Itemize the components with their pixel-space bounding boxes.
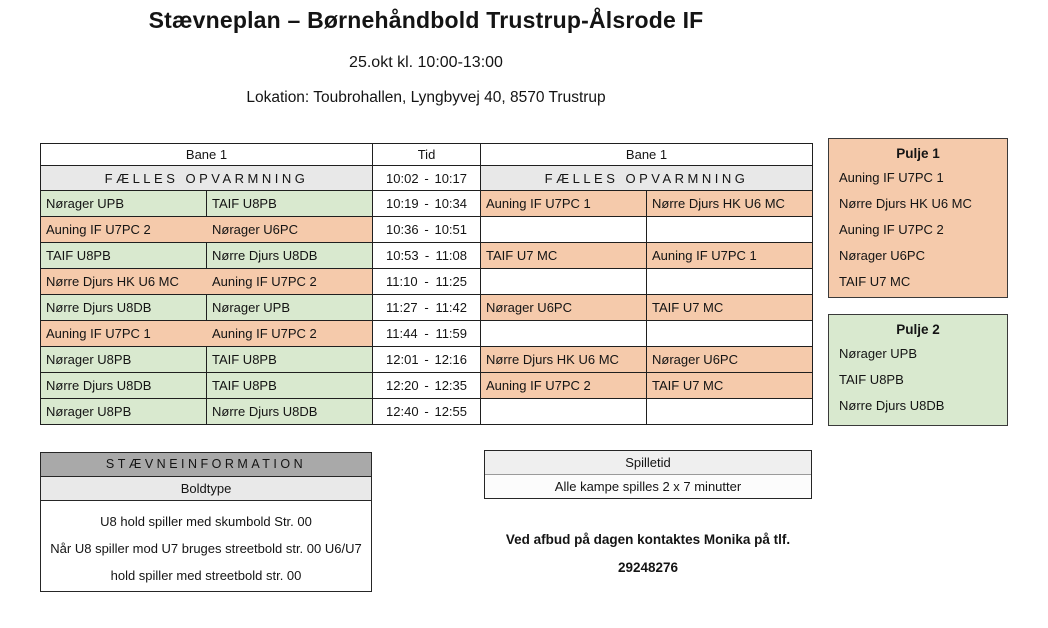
time-dash: - [424, 274, 429, 289]
column-header-tid: Tid [373, 144, 481, 166]
time-range [373, 248, 480, 263]
match-row [41, 191, 813, 217]
pulje-1-box [828, 138, 1008, 298]
column-header-bane-left: Bane 1 [41, 144, 373, 166]
time-start: 12:01 [386, 352, 419, 367]
time-range [373, 274, 480, 289]
team-list-item: Nørre Djurs HK U6 MC [839, 196, 972, 211]
info-line: Når U8 spiller mod U7 bruges streetbold str. 00 U6/U7 [50, 541, 362, 556]
time-end: 11:59 [435, 326, 468, 341]
team-cell [647, 217, 813, 243]
time-end: 11:42 [435, 300, 468, 315]
time-start: 10:02 [386, 170, 419, 186]
time-range [373, 352, 480, 367]
time-dash: - [424, 326, 429, 341]
time-start: 11:10 [386, 274, 418, 289]
team-cell [481, 217, 647, 243]
team-cell: Auning IF U7PC 2 [207, 269, 373, 295]
team-cell: Nørre Djurs HK U6 MC [41, 269, 207, 295]
time-cell [373, 166, 481, 191]
team-list-item: Nørager UPB [839, 346, 918, 361]
team-cell: Nørager UPB [207, 295, 373, 321]
time-end: 11:25 [435, 274, 468, 289]
team-cell: Auning IF U7PC 1 [41, 321, 207, 347]
time-start: 10:53 [386, 248, 419, 263]
info-box-header: STÆVNEINFORMATION [41, 453, 371, 477]
team-cell: Nørre Djurs HK U6 MC [481, 347, 647, 373]
time-cell [373, 347, 481, 373]
team-cell: TAIF U8PB [41, 243, 207, 269]
time-dash: - [424, 404, 429, 419]
time-end: 12:16 [434, 352, 468, 367]
team-cell: TAIF U8PB [207, 191, 373, 217]
time-dash: - [424, 248, 430, 263]
match-row [41, 373, 813, 399]
team-cell [647, 399, 813, 425]
time-cell [373, 399, 481, 425]
contact-note [484, 531, 812, 577]
team-cell: TAIF U7 MC [647, 295, 813, 321]
team-cell: Auning IF U7PC 2 [207, 321, 373, 347]
info-line: U8 hold spiller med skumbold Str. 00 [100, 514, 312, 529]
warmup-label-left: FÆLLES OPVARMNING [41, 166, 373, 191]
time-cell [373, 217, 481, 243]
team-list-item: Nørre Djurs U8DB [839, 398, 945, 413]
team-cell: Nørager U8PB [41, 347, 207, 373]
match-row [41, 321, 813, 347]
boldtype-body [41, 501, 371, 589]
contact-text: Ved afbud på dagen kontaktes Monika på tlf. [505, 532, 791, 547]
info-line: hold spiller med streetbold str. 00 [110, 568, 302, 583]
team-cell [481, 269, 647, 295]
team-cell: Nørager U6PC [207, 217, 373, 243]
time-end: 10:34 [434, 196, 468, 211]
warmup-label-right: FÆLLES OPVARMNING [481, 166, 813, 191]
time-start: 11:27 [386, 300, 418, 315]
team-cell: Nørre Djurs U8DB [41, 295, 207, 321]
team-list-item: Nørager U6PC [839, 248, 925, 263]
time-range [373, 196, 480, 211]
spilletid-header: Spilletid [485, 451, 811, 475]
time-start: 12:40 [386, 404, 419, 419]
staevneinformation-box [40, 452, 372, 592]
time-cell [373, 373, 481, 399]
team-cell: Auning IF U7PC 2 [41, 217, 207, 243]
team-cell: Auning IF U7PC 1 [647, 243, 813, 269]
time-range [373, 378, 480, 393]
team-cell [647, 269, 813, 295]
pulje-2-team-list [839, 341, 997, 419]
team-cell: TAIF U7 MC [481, 243, 647, 269]
team-list-item: Auning IF U7PC 1 [839, 170, 944, 185]
match-row [41, 243, 813, 269]
time-range [373, 326, 480, 341]
team-cell: Auning IF U7PC 1 [481, 191, 647, 217]
team-cell [647, 321, 813, 347]
event-datetime: 25.okt kl. 10:00-13:00 [349, 54, 503, 71]
time-cell [373, 191, 481, 217]
time-start: 10:36 [386, 222, 419, 237]
time-range [373, 300, 480, 315]
team-cell: Auning IF U7PC 2 [481, 373, 647, 399]
column-header-bane-right: Bane 1 [481, 144, 813, 166]
spilletid-box [484, 450, 812, 499]
time-range [373, 404, 480, 419]
time-cell [373, 295, 481, 321]
team-cell: Nørre Djurs U8DB [207, 243, 373, 269]
time-range [373, 222, 480, 237]
time-cell [373, 321, 481, 347]
pulje-1-team-list [839, 165, 997, 295]
team-cell: TAIF U8PB [207, 347, 373, 373]
schedule-header-row [41, 144, 813, 166]
pulje-2-box [828, 314, 1008, 426]
team-cell: Nørager UPB [41, 191, 207, 217]
time-dash: - [424, 170, 429, 186]
team-cell: Nørager U6PC [647, 347, 813, 373]
team-cell: Nørre Djurs U8DB [41, 373, 207, 399]
page-title: Stævneplan – Børnehåndbold Trustrup-Ålsrode IF [148, 7, 704, 33]
event-location: Lokation: Toubrohallen, Lyngbyvej 40, 8570 Trustrup [246, 89, 606, 106]
time-end: 10:51 [434, 222, 468, 237]
team-cell: TAIF U8PB [207, 373, 373, 399]
match-row [41, 347, 813, 373]
time-dash: - [424, 300, 429, 315]
time-end: 11:08 [435, 248, 468, 263]
time-dash: - [424, 378, 429, 393]
time-cell [373, 269, 481, 295]
time-start: 11:44 [386, 326, 418, 341]
spilletid-body: Alle kampe spilles 2 x 7 minutter [485, 475, 811, 498]
time-range [373, 171, 480, 186]
pulje-1-title: Pulje 1 [896, 146, 940, 161]
team-list-item: TAIF U8PB [839, 372, 904, 387]
team-list-item: Auning IF U7PC 2 [839, 222, 944, 237]
time-cell [373, 243, 481, 269]
time-start: 12:20 [386, 378, 419, 393]
match-row [41, 217, 813, 243]
team-list-item: TAIF U7 MC [839, 274, 911, 289]
match-row [41, 399, 813, 425]
boldtype-subheader: Boldtype [41, 477, 371, 501]
match-row [41, 295, 813, 321]
pulje-2-title: Pulje 2 [896, 322, 940, 337]
team-cell: Nørre Djurs HK U6 MC [647, 191, 813, 217]
time-dash: - [424, 196, 429, 211]
time-dash: - [424, 352, 429, 367]
team-cell [481, 321, 647, 347]
time-end: 12:35 [434, 378, 468, 393]
time-end: 10:17 [434, 170, 468, 186]
time-start: 10:19 [386, 196, 419, 211]
match-row [41, 269, 813, 295]
team-cell: TAIF U7 MC [647, 373, 813, 399]
phone-number: 29248276 [617, 560, 679, 575]
team-cell: Nørager U6PC [481, 295, 647, 321]
warmup-row [41, 166, 813, 191]
schedule-table [40, 143, 813, 425]
team-cell: Nørre Djurs U8DB [207, 399, 373, 425]
time-dash: - [424, 222, 429, 237]
team-cell [481, 399, 647, 425]
team-cell: Nørager U8PB [41, 399, 207, 425]
time-end: 12:55 [434, 404, 468, 419]
